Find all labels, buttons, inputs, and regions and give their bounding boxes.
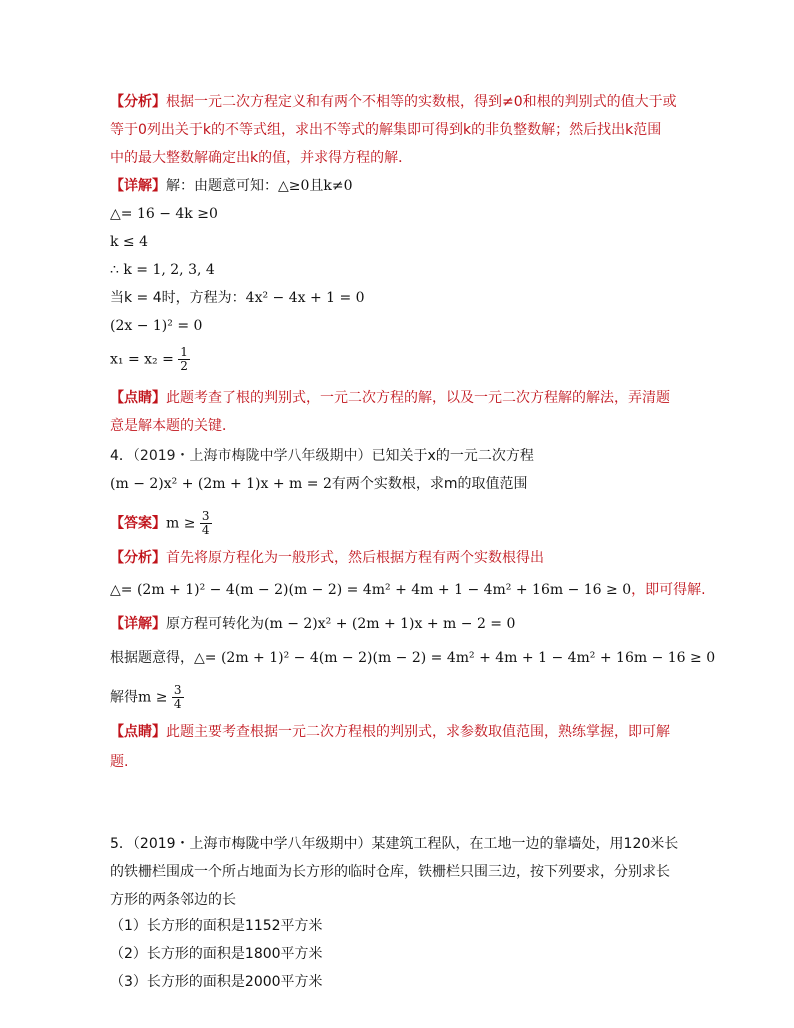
detail1-eq3: ∴ k = 1, 2, 3, 4 [110,262,215,278]
detail1-eq6-left: x₁ = x₂ = [110,351,174,368]
analysis-tag: 【分析】 [110,550,166,566]
q4-line2 [110,474,528,494]
fraction-numerator: 3 [173,683,182,697]
detail1-eq4-text: 当k = 4时，方程为： [110,290,246,306]
analysis-tag: 【分析】 [110,94,166,110]
analysis1-line1 [110,92,677,112]
q5-item-3: （3）长方形的面积是2000平方米 [110,974,323,990]
q5-item-2: （2）长方形的面积是1800平方米 [110,946,323,962]
detail1-eq1: △= 16 − 4k ≥0 [110,206,218,222]
q5-item-1: （1）长方形的面积是1152平方米 [110,918,323,934]
q5-line2: 的铁栅栏围成一个所占地面为长方形的临时仓库，铁栅栏只围三边，按下列要求，分别求长 [110,864,670,880]
q4-equation: (m − 2)x² + (2m + 1)x + m = 2 [110,476,332,492]
detail4-line3 [110,684,184,711]
fraction-numerator: 3 [201,509,210,523]
detail1-condition: △≥0且k≠0 [278,178,353,194]
detail1-eq2: k ≤ 4 [110,234,149,250]
comment4-line2: 题. [110,754,129,770]
detail4-fraction [172,684,184,711]
detail4-text3: 解得 [110,689,138,706]
q4-stem2: 有两个实数根，求m的取值范围 [331,476,528,492]
comment-tag: 【点睛】 [110,390,166,406]
comment1-line2: 意是解本题的关键． [110,418,236,434]
analysis1-text1: 根据一元二次方程定义和有两个不相等的实数根，得到≠0和根的判别式的值大于或 [166,94,677,110]
q5-line1: 5．（2019・上海市梅陇中学八年级期中）某建筑工程队，在工地一边的靠墙处，用120米长 [110,836,679,852]
analysis4-line1 [110,548,544,568]
comment1-line1 [110,388,670,408]
detail4-line1 [110,614,515,634]
analysis4-text1: 首先将原方程化为一般形式，然后根据方程有两个实数根得出 [166,550,544,566]
answer4-fraction [200,510,212,537]
analysis4-tail: ，即可得解. [631,582,706,598]
detail1-eq5: (2x − 1)² = 0 [110,318,203,334]
detail4-line2 [110,648,715,668]
comment4-line1 [110,722,670,742]
analysis4-line2 [110,580,706,600]
analysis1-line2: 等于0列出关于k的不等式组，求出不等式的解集即可得到k的非负整数解；然后找出k范围 [110,122,662,138]
detail4-text2: 根据题意得， [110,650,194,666]
detail1-eq6 [110,346,190,373]
fraction-denominator: 2 [180,359,188,373]
q4-stem1: 已知关于x的一元二次方程 [371,448,534,464]
detail1-eq4-math: 4x² − 4x + 1 = 0 [245,290,365,306]
detail4-eq1: (m − 2)x² + (2m + 1)x + m − 2 = 0 [264,616,516,632]
comment1-text1: 此题考查了根的判别式，一元二次方程的解，以及一元二次方程解的解法，弄清题 [166,390,670,406]
q4-source: （2019・上海市梅陇中学八年级期中） [132,448,372,464]
answer4-line [110,510,212,537]
detail-tag: 【详解】 [110,616,166,632]
answer4-left: m ≥ [166,515,196,532]
comment-tag: 【点睛】 [110,724,166,740]
detail1-eq6-fraction [178,346,190,373]
detail4-eq2: △= (2m + 1)² − 4(m − 2)(m − 2) = 4m² + 4m + 1 − 4m² + 16m − 16 ≥ 0 [194,650,716,666]
detail-tag: 【详解】 [110,178,166,194]
fraction-numerator: 1 [180,345,188,359]
fraction-denominator: 4 [201,523,210,537]
detail1-intro-line [110,176,353,196]
detail4-text1: 原方程可转化为 [166,616,264,632]
q5-line3: 方形的两条邻边的长 [110,892,236,908]
analysis4-equation: △= (2m + 1)² − 4(m − 2)(m − 2) = 4m² + 4m + 1 − 4m² + 16m − 16 ≥ 0 [110,582,632,598]
fraction-denominator: 4 [173,697,182,711]
detail4-left: m ≥ [138,689,168,706]
q4-number: 4． [110,448,133,464]
comment4-text1: 此题主要考查根据一元二次方程根的判别式，求参数取值范围，熟练掌握，即可解 [166,724,670,740]
detail1-eq4-line [110,288,365,308]
answer-tag: 【答案】 [110,515,166,532]
detail1-intro: 解：由题意可知： [166,178,278,194]
analysis1-line3: 中的最大整数解确定出k的值，并求得方程的解． [110,150,413,166]
q4-line1 [110,446,534,466]
